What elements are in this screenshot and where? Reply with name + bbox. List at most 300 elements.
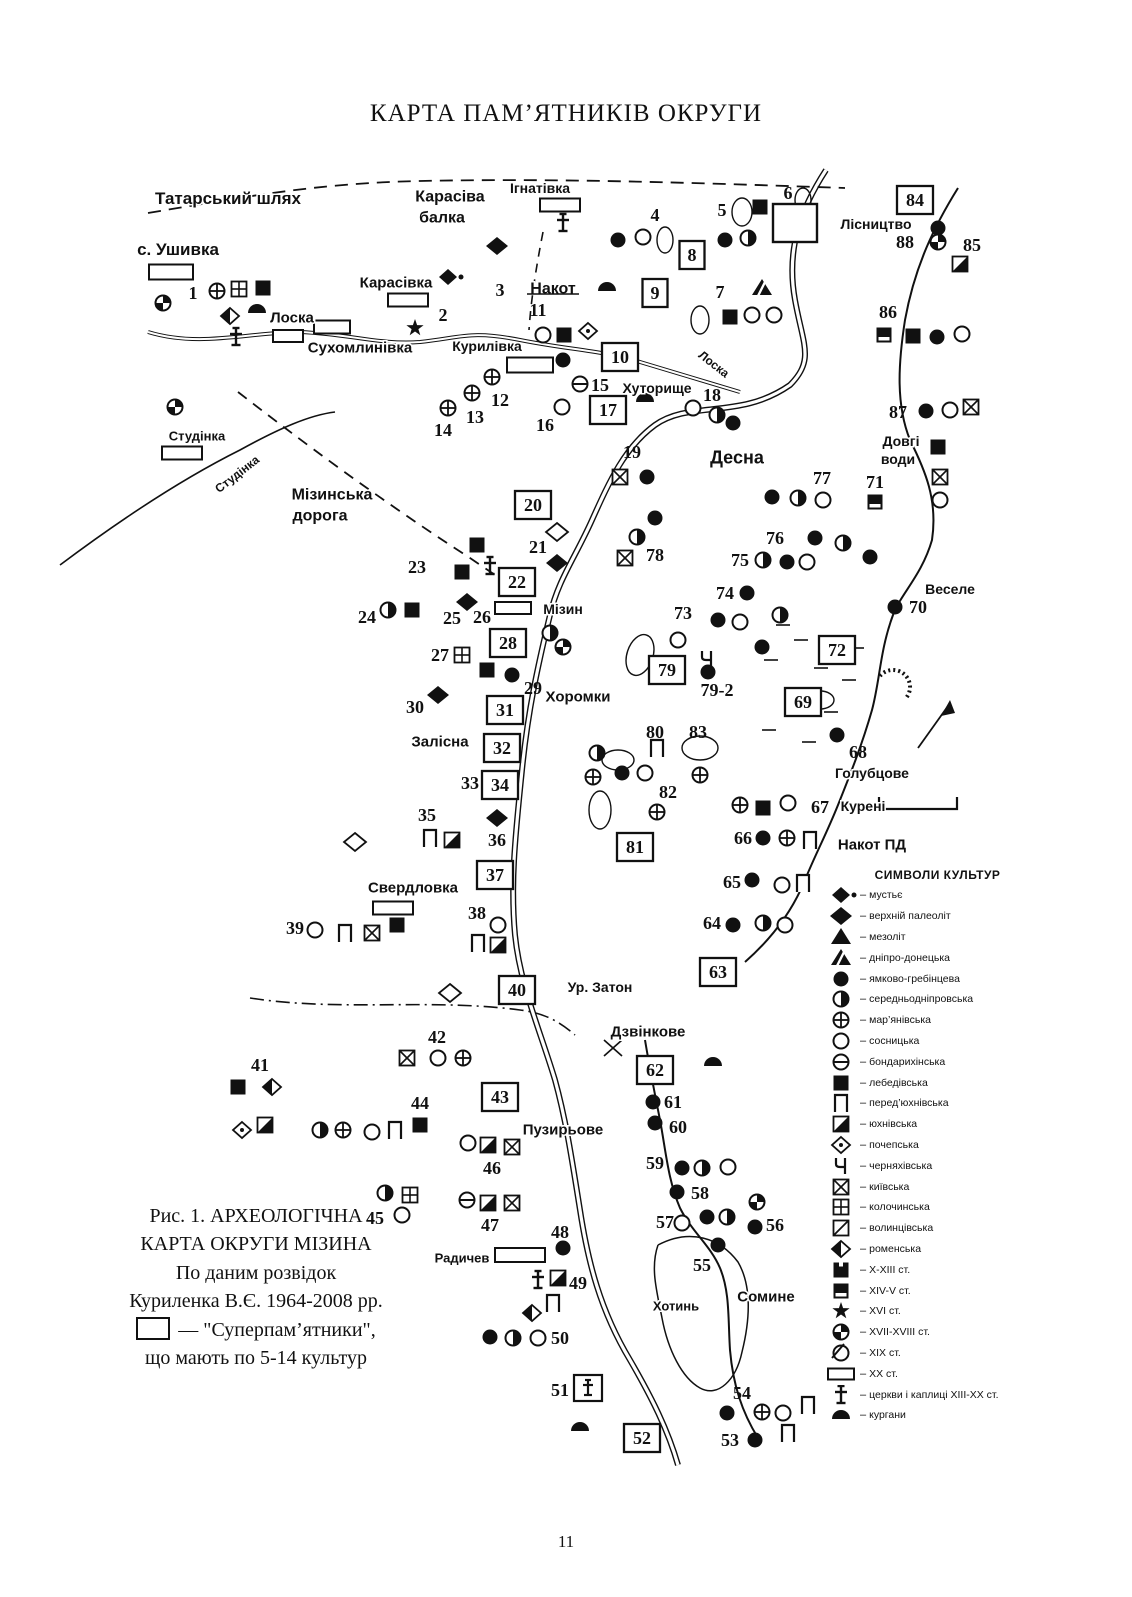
place-label (925, 581, 975, 597)
legend-label: сосницька (869, 1034, 920, 1047)
svg-text:34: 34 (491, 775, 509, 795)
site-marker-49 (569, 1273, 587, 1293)
svg-text:Карасівка: Карасівка (359, 274, 433, 292)
svg-text:Лісництво: Лісництво (840, 215, 912, 232)
sym-square_x (505, 1140, 520, 1155)
site-marker-73 (674, 603, 692, 623)
place-label (212, 452, 262, 495)
sym-square_plus (403, 1188, 418, 1203)
sym-filled_circle (648, 511, 663, 526)
sym-half_diamond (523, 1305, 541, 1321)
figure-caption (98, 1202, 414, 1372)
sym-circle_plus (441, 401, 456, 416)
svg-text:27: 27 (431, 645, 449, 665)
sym-kurgan (248, 304, 266, 313)
place-label (611, 1023, 686, 1040)
svg-text:37: 37 (486, 865, 504, 885)
square_top_dark-icon (822, 1281, 860, 1301)
site-marker-58 (691, 1183, 709, 1203)
site-marker-67 (811, 797, 829, 817)
svg-text:36: 36 (488, 830, 506, 850)
svg-text:дорога: дорога (292, 507, 348, 525)
legend-entry (822, 1197, 1027, 1218)
legend-entry (822, 1405, 1027, 1426)
site-marker-51 (551, 1380, 569, 1400)
place-label (292, 508, 347, 525)
sym-circle_plus (780, 831, 795, 846)
legend-dash: – (860, 993, 867, 1006)
mousterian-icon (822, 885, 860, 905)
svg-text:85: 85 (963, 235, 981, 255)
sym-ch_glyph (702, 651, 711, 667)
svg-text:32: 32 (493, 738, 511, 758)
site-marker-78 (646, 545, 664, 565)
svg-text:Голубцове: Голубцове (835, 764, 909, 781)
sym-diamond_dot (233, 1122, 251, 1138)
place-label (155, 189, 302, 208)
site-marker-47 (481, 1215, 499, 1235)
kurgan-icon (822, 1405, 860, 1425)
svg-text:Карасіва: Карасіва (415, 188, 485, 206)
place-label (546, 688, 611, 705)
site-marker-81 (617, 833, 653, 861)
svg-text:11: 11 (529, 300, 547, 320)
sym-filled_circle (726, 918, 741, 933)
sym-open_circle (745, 308, 760, 323)
sym-wide_rect (373, 902, 413, 915)
site-marker-31 (487, 696, 523, 724)
site-marker-52 (624, 1424, 660, 1452)
sym-half_circle (836, 536, 851, 551)
sym-circle_plus (693, 768, 708, 783)
place-label (882, 433, 919, 449)
legend-dash: – (860, 1367, 867, 1380)
svg-text:43: 43 (491, 1087, 509, 1107)
site-marker-6 (784, 183, 793, 203)
sym-square_x (933, 470, 948, 485)
svg-text:Свердловка: Свердловка (367, 879, 459, 897)
sym-filled_square (413, 1118, 428, 1133)
svg-text:Сухомлинівка: Сухомлинівка (307, 339, 413, 357)
square_plus-icon (822, 1197, 860, 1217)
place-label (543, 601, 583, 617)
sym-open_square_tall (802, 1397, 814, 1414)
site-marker-15 (591, 375, 609, 395)
open_circle-icon (822, 1031, 860, 1051)
filled_square-icon (822, 1073, 860, 1093)
place-label (653, 1299, 699, 1314)
svg-text:8: 8 (687, 245, 697, 265)
svg-text:41: 41 (251, 1055, 269, 1075)
svg-text:6: 6 (783, 183, 793, 203)
sym-filled_circle (615, 766, 630, 781)
sym-church_cross (557, 214, 569, 231)
sym-half_diamond (221, 308, 239, 324)
sym-open_diamond (344, 833, 366, 851)
sym-filled_diamond (486, 237, 508, 255)
svg-text:69: 69 (794, 692, 812, 712)
sym-wide_rect (507, 358, 553, 373)
svg-text:15: 15 (591, 375, 609, 395)
sym-open_diamond (439, 984, 461, 1002)
sym-open_circle (431, 1051, 446, 1066)
superpamyatnik-box-icon (136, 1317, 170, 1340)
site-marker-79 (649, 656, 685, 684)
sym-filled_square (405, 603, 420, 618)
sym-filled_circle (756, 831, 771, 846)
svg-text:25: 25 (443, 608, 461, 628)
sym-square_x (618, 551, 633, 566)
svg-text:Хоромки: Хоромки (545, 688, 611, 706)
sym-half_circle (741, 231, 756, 246)
half_diamond-icon (822, 1239, 860, 1259)
sym-circle_plus (210, 284, 225, 299)
sym-open_circle (775, 878, 790, 893)
svg-text:Курені: Курені (840, 797, 886, 814)
legend-entry (822, 1114, 1027, 1135)
sym-half_circle (710, 408, 725, 423)
sym-half_circle (590, 746, 605, 761)
site-marker-85 (963, 235, 981, 255)
legend-label: XIX ст. (869, 1346, 901, 1359)
svg-text:17: 17 (599, 400, 617, 420)
sym-wide_rect (162, 447, 202, 460)
svg-text:Хотинь: Хотинь (652, 1298, 700, 1314)
svg-text:55: 55 (693, 1255, 711, 1275)
sym-circle_hbar (573, 377, 588, 392)
sym-filled_circle (718, 233, 733, 248)
legend-label: бондарихінська (869, 1055, 946, 1068)
sym-open_circle (536, 328, 551, 343)
legend-dash: – (860, 1346, 867, 1359)
site-marker-57 (656, 1212, 674, 1232)
site-marker-19 (623, 442, 641, 462)
sym-filled_circle (701, 665, 716, 680)
site-marker-5 (718, 200, 727, 220)
site-marker-37 (477, 861, 513, 889)
sym-wide_rect (495, 602, 531, 614)
place-label (835, 765, 909, 781)
sym-square_diag_half (481, 1196, 496, 1211)
sym-open_square_tall (339, 925, 351, 942)
svg-text:38: 38 (468, 903, 486, 923)
sym-square_diag_half (491, 938, 506, 953)
circle_clock-icon (822, 1322, 860, 1342)
svg-text:51: 51 (551, 1380, 569, 1400)
legend-label: черняхівська (869, 1159, 933, 1172)
legend-dash: – (860, 1409, 867, 1422)
legend-dash: – (860, 1242, 867, 1255)
sym-open_circle (800, 555, 815, 570)
sym-filled_circle (711, 1238, 726, 1253)
svg-text:21: 21 (529, 537, 547, 557)
sym-circle_plus (336, 1123, 351, 1138)
sym-half_circle (756, 916, 771, 931)
legend-label: почепська (869, 1138, 919, 1151)
site-marker-83 (689, 722, 707, 742)
open_square_tall-icon (822, 1093, 860, 1113)
sym-filled_circle (863, 550, 878, 565)
legend-dash: – (860, 1076, 867, 1089)
legend-label: волинцівська (869, 1222, 934, 1235)
svg-text:86: 86 (879, 302, 897, 322)
svg-text:57: 57 (656, 1212, 674, 1232)
sym-half_diamond (263, 1079, 281, 1095)
legend-label: X-XIII ст. (869, 1263, 911, 1276)
svg-text:26: 26 (473, 607, 491, 627)
sym-church_cross (532, 1271, 544, 1288)
site-marker-7 (716, 282, 725, 302)
sym-half_circle (695, 1161, 710, 1176)
place-label (435, 1251, 490, 1266)
svg-text:40: 40 (508, 980, 526, 1000)
svg-text:76: 76 (766, 528, 784, 548)
svg-text:16: 16 (536, 415, 554, 435)
sym-filled_square (256, 281, 271, 296)
sym-half_circle (791, 491, 806, 506)
svg-text:42: 42 (428, 1027, 446, 1047)
site-marker-10 (602, 343, 638, 371)
sym-wide_rect (273, 330, 303, 342)
legend-dash: – (860, 1284, 867, 1297)
svg-text:20: 20 (524, 495, 542, 515)
sym-kurgan (704, 1057, 722, 1066)
sym-open_circle (733, 615, 748, 630)
legend-entry (822, 1135, 1027, 1156)
svg-text:60: 60 (669, 1117, 687, 1137)
legend-dash: – (860, 1180, 867, 1193)
sym-filled_circle (931, 221, 946, 236)
svg-text:22: 22 (508, 572, 526, 592)
svg-text:18: 18 (703, 385, 721, 405)
square_diag_line-icon (822, 1218, 860, 1238)
svg-text:68: 68 (849, 742, 867, 762)
sym-square_diag_half (445, 833, 460, 848)
sym-square_diag_half (481, 1138, 496, 1153)
legend-dash: – (860, 1118, 867, 1131)
legend-label: верхній палеоліт (869, 910, 951, 923)
site-marker-68 (849, 742, 867, 762)
site-marker-69 (785, 688, 821, 716)
sym-open_square_tall (424, 830, 436, 847)
legend-dash: – (860, 1097, 867, 1110)
svg-text:50: 50 (551, 1328, 569, 1348)
caption-line: Куриленка В.Є. 1964-2008 рр. (129, 1290, 383, 1313)
site-marker-62 (637, 1056, 673, 1084)
caption-line: що мають по 5-14 культур (144, 1346, 368, 1369)
svg-text:35: 35 (418, 805, 436, 825)
place-label (292, 487, 373, 504)
legend-label: мар’янівська (869, 1014, 932, 1027)
place-label (411, 733, 469, 750)
place-label (622, 380, 691, 396)
svg-text:Лоска: Лоска (695, 347, 732, 381)
sym-filled_square (906, 329, 921, 344)
sym-wide_rect (495, 1248, 545, 1262)
svg-text:64: 64 (703, 913, 721, 933)
place-label (452, 338, 522, 354)
site-marker-13 (466, 407, 484, 427)
svg-text:Лоска: Лоска (270, 309, 314, 327)
place-label (415, 189, 485, 206)
svg-text:Студінка: Студінка (168, 428, 226, 444)
site-marker-86 (879, 302, 897, 322)
svg-text:75: 75 (731, 550, 749, 570)
site-marker-21 (529, 537, 547, 557)
legend-entry (822, 1218, 1027, 1239)
svg-text:46: 46 (483, 1158, 501, 1178)
svg-text:81: 81 (626, 837, 644, 857)
page-number: 11 (557, 1532, 575, 1551)
sym-filled_circle (640, 470, 655, 485)
svg-text:77: 77 (813, 468, 831, 488)
site-marker-36 (488, 830, 506, 850)
legend-dash: – (860, 951, 867, 964)
site-marker-4 (651, 205, 660, 225)
legend-entry (822, 1363, 1027, 1384)
site-marker-30 (406, 697, 424, 717)
sym-filled_circle (740, 586, 755, 601)
svg-text:80: 80 (646, 722, 664, 742)
place-label (710, 447, 765, 467)
sym-church_cross (484, 557, 496, 574)
caption-line: Рис. 1. АРХЕОЛОГІЧНА (149, 1205, 363, 1227)
svg-text:58: 58 (691, 1183, 709, 1203)
svg-text:56: 56 (766, 1215, 784, 1235)
place-label (838, 836, 907, 853)
sym-filled_square (470, 538, 485, 553)
place-label (696, 348, 732, 381)
legend-entry (822, 1031, 1027, 1052)
legend-dash: – (860, 1159, 867, 1172)
legend-dash: – (860, 1263, 867, 1276)
site-marker-14 (434, 420, 452, 440)
svg-text:Залісна: Залісна (411, 733, 469, 751)
legend-label: мустьє (869, 889, 903, 902)
legend-dash: – (860, 1055, 867, 1068)
sym-filled_circle (748, 1433, 763, 1448)
hatched-scarp (880, 670, 910, 698)
sym-open_circle (531, 1331, 546, 1346)
sym-open_circle (686, 401, 701, 416)
place-label (523, 1121, 604, 1138)
sym-filled_circle (505, 668, 520, 683)
svg-text:30: 30 (406, 697, 424, 717)
site-marker-23 (408, 557, 426, 577)
svg-text:10: 10 (611, 347, 629, 367)
legend-entry (822, 1384, 1027, 1405)
site-marker-27 (431, 645, 449, 665)
sym-square_x (964, 400, 979, 415)
sym-open_circle (767, 308, 782, 323)
svg-text:балка: балка (419, 209, 465, 227)
sym-filled_diamond (427, 686, 449, 704)
svg-text:2: 2 (438, 305, 448, 325)
sym-open_circle (781, 796, 796, 811)
sym-filled_circle (556, 353, 571, 368)
svg-text:Хуторище: Хуторище (622, 379, 692, 396)
svg-text:28: 28 (499, 633, 517, 653)
sym-filled_square (480, 663, 495, 678)
sym-circle_plus (733, 798, 748, 813)
svg-text:Ігнатівка: Ігнатівка (509, 179, 571, 196)
legend-entry (822, 1343, 1027, 1364)
svg-text:73: 73 (674, 603, 692, 623)
sym-open_square_tall (389, 1122, 401, 1139)
place-label (137, 240, 219, 259)
legend-dash: – (860, 1326, 867, 1339)
sym-filled_circle (726, 416, 741, 431)
site-marker-75 (731, 550, 749, 570)
place-label (881, 451, 915, 467)
sym-open_circle (491, 918, 506, 933)
svg-text:Татарський шлях: Татарський шлях (155, 188, 301, 208)
sym-filled_circle (483, 1330, 498, 1345)
site-marker-3 (496, 280, 505, 300)
legend-dash: – (860, 910, 867, 923)
svg-text:Накот: Накот (530, 280, 576, 298)
legend-entry (822, 1322, 1027, 1343)
sym-filled_square (557, 328, 572, 343)
place-label (360, 274, 433, 291)
site-marker-59 (646, 1153, 664, 1173)
sym-open_square_tall (472, 935, 484, 952)
sym-half_circle (381, 603, 396, 618)
svg-text:84: 84 (906, 190, 924, 210)
square_diag_half-icon (822, 1114, 860, 1134)
svg-text:23: 23 (408, 557, 426, 577)
svg-text:88: 88 (896, 232, 914, 252)
svg-text:4: 4 (650, 205, 660, 225)
legend-dash: – (860, 1201, 867, 1214)
legend-entry (822, 1072, 1027, 1093)
svg-text:Веселе: Веселе (925, 580, 975, 597)
sym-square_x (400, 1051, 415, 1066)
svg-text:Довгі: Довгі (882, 432, 920, 449)
legend-label: XX ст. (869, 1367, 898, 1380)
sym-open_square_tall (804, 832, 816, 849)
sym-box_cross (574, 1375, 602, 1401)
site-marker-12 (491, 390, 509, 410)
sym-filled_circle (648, 1116, 663, 1131)
sym-wide_rect (540, 199, 580, 212)
site-marker-44 (411, 1093, 429, 1113)
sym-filled_circle (711, 613, 726, 628)
legend-dash: – (860, 972, 867, 985)
golubtsove-arrow (918, 700, 955, 748)
sym-filled_circle (830, 728, 845, 743)
sym-filled_circle (745, 873, 760, 888)
svg-text:59: 59 (646, 1153, 664, 1173)
site-marker-26 (473, 607, 491, 627)
site-marker-70 (909, 597, 927, 617)
legend-entry (822, 1301, 1027, 1322)
legend-dash: – (860, 889, 867, 902)
site-marker-25 (443, 608, 461, 628)
svg-text:72: 72 (828, 640, 846, 660)
sym-open_circle (816, 493, 831, 508)
svg-text:Сомине: Сомине (737, 1288, 795, 1306)
sym-half_circle (543, 626, 558, 641)
filled_triangle-icon (822, 927, 860, 947)
legend-label: київська (869, 1180, 910, 1193)
sym-filled_circle (611, 233, 626, 248)
svg-text:79: 79 (658, 660, 676, 680)
sym-open_circle (638, 766, 653, 781)
svg-text:53: 53 (721, 1430, 739, 1450)
triangle_stripe-icon (822, 948, 860, 968)
ch_glyph-icon (822, 1156, 860, 1176)
